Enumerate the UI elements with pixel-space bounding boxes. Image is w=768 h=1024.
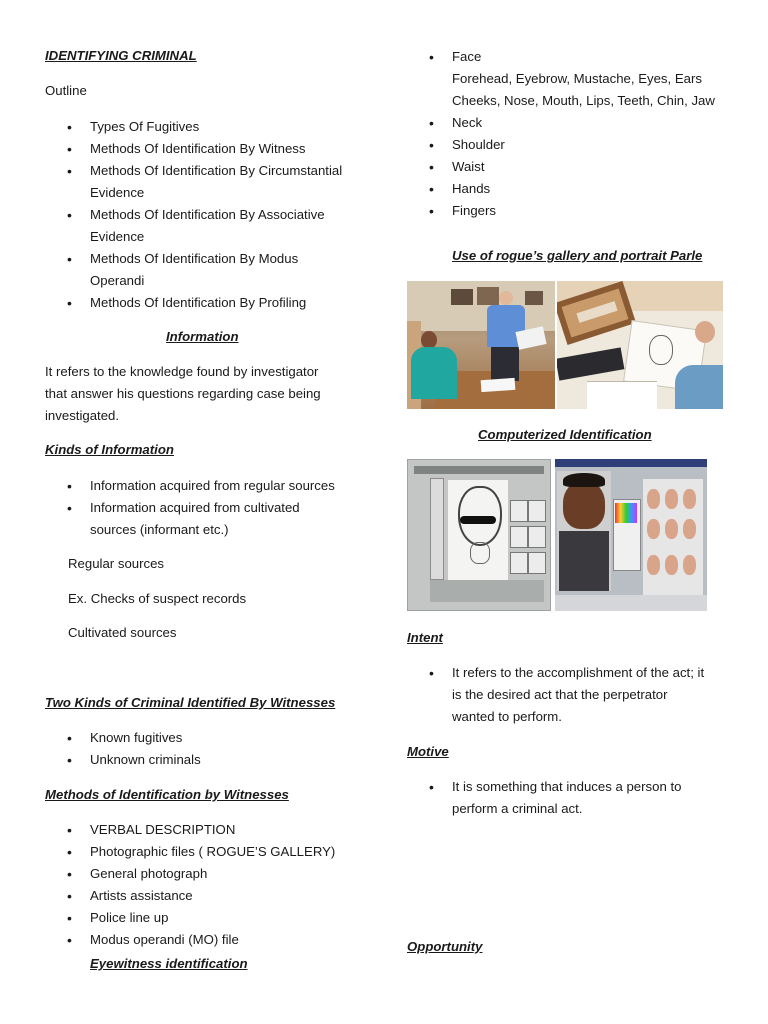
two-kinds-heading: Two Kinds of Criminal Identified By Witnesses <box>45 695 336 710</box>
list-item: • Artists assistance <box>45 885 385 907</box>
list-item: • Hands <box>407 178 747 200</box>
rogues-gallery-heading: Use of rogue’s gallery and portrait Parle <box>452 248 703 263</box>
mugshot-software-screenshot <box>555 459 707 611</box>
list-item: • Information acquired from cultivated sources (informant etc.) <box>45 497 385 541</box>
list-item: • Methods Of Identification By Modus Operandi <box>45 248 385 292</box>
list-item: • Face Forehead, Eyebrow, Mustache, Eyes, Ears Cheeks, Nose, Mouth, Lips, Teeth, Chin, Jaw <box>407 46 747 112</box>
list-item: • Modus operandi (MO) file <box>45 929 385 951</box>
outline-list <box>45 116 385 314</box>
list-item: • Waist <box>407 156 747 178</box>
list-item: • Fingers <box>407 200 747 222</box>
composite-software-screenshot <box>407 459 551 611</box>
eyewitness-heading: Eyewitness identification <box>90 956 248 971</box>
portrait-sketch-kit-photo <box>557 281 723 409</box>
kinds-list <box>45 475 385 541</box>
list-item: • Types Of Fugitives <box>45 116 385 138</box>
list-item: • Police line up <box>45 907 385 929</box>
list-item: • Methods Of Identification By Associative Evidence <box>45 204 385 248</box>
list-item: • Unknown criminals <box>45 749 385 771</box>
list-item: • Shoulder <box>407 134 747 156</box>
computerized-heading: Computerized Identification <box>478 427 652 442</box>
list-item: • Methods Of Identification By Circumstantial Evidence <box>45 160 385 204</box>
list-item: • It is something that induces a person to perform a criminal act. <box>407 776 747 820</box>
cultivated-sources-label: Cultivated sources <box>68 625 177 640</box>
list-item: • It refers to the accomplishment of the act; it is the desired act that the perpetrator wanted to perform. <box>407 662 747 728</box>
list-item: • Methods Of Identification By Witness <box>45 138 385 160</box>
text-line: investigated. <box>45 408 120 423</box>
two-kinds-list <box>45 727 385 771</box>
face-list <box>407 46 747 222</box>
office-interview-photo <box>407 281 555 409</box>
regular-example: Ex. Checks of suspect records <box>68 591 247 606</box>
information-heading: Information <box>166 329 239 344</box>
text-line: It refers to the knowledge found by investigator <box>45 364 319 379</box>
list-item: • Neck <box>407 112 747 134</box>
intent-heading: Intent <box>407 630 443 645</box>
intent-list <box>407 662 747 728</box>
regular-sources-label: Regular sources <box>68 556 165 571</box>
kinds-heading: Kinds of Information <box>45 442 174 457</box>
motive-list <box>407 776 747 820</box>
motive-heading: Motive <box>407 744 449 759</box>
list-item: • General photograph <box>45 863 385 885</box>
outline-label: Outline <box>45 83 87 98</box>
opportunity-heading: Opportunity <box>407 939 483 954</box>
list-item: • Information acquired from regular sources <box>45 475 385 497</box>
text-line: that answer his questions regarding case being <box>45 386 321 401</box>
list-item: • Known fugitives <box>45 727 385 749</box>
list-item: • Methods Of Identification By Profiling <box>45 292 385 314</box>
methods-list <box>45 819 385 951</box>
information-paragraph <box>45 361 321 427</box>
methods-heading: Methods of Identification by Witnesses <box>45 787 289 802</box>
list-item: • VERBAL DESCRIPTION <box>45 819 385 841</box>
list-item: • Photographic files ( ROGUE’S GALLERY) <box>45 841 385 863</box>
document-title: IDENTIFYING CRIMINAL <box>45 48 197 63</box>
